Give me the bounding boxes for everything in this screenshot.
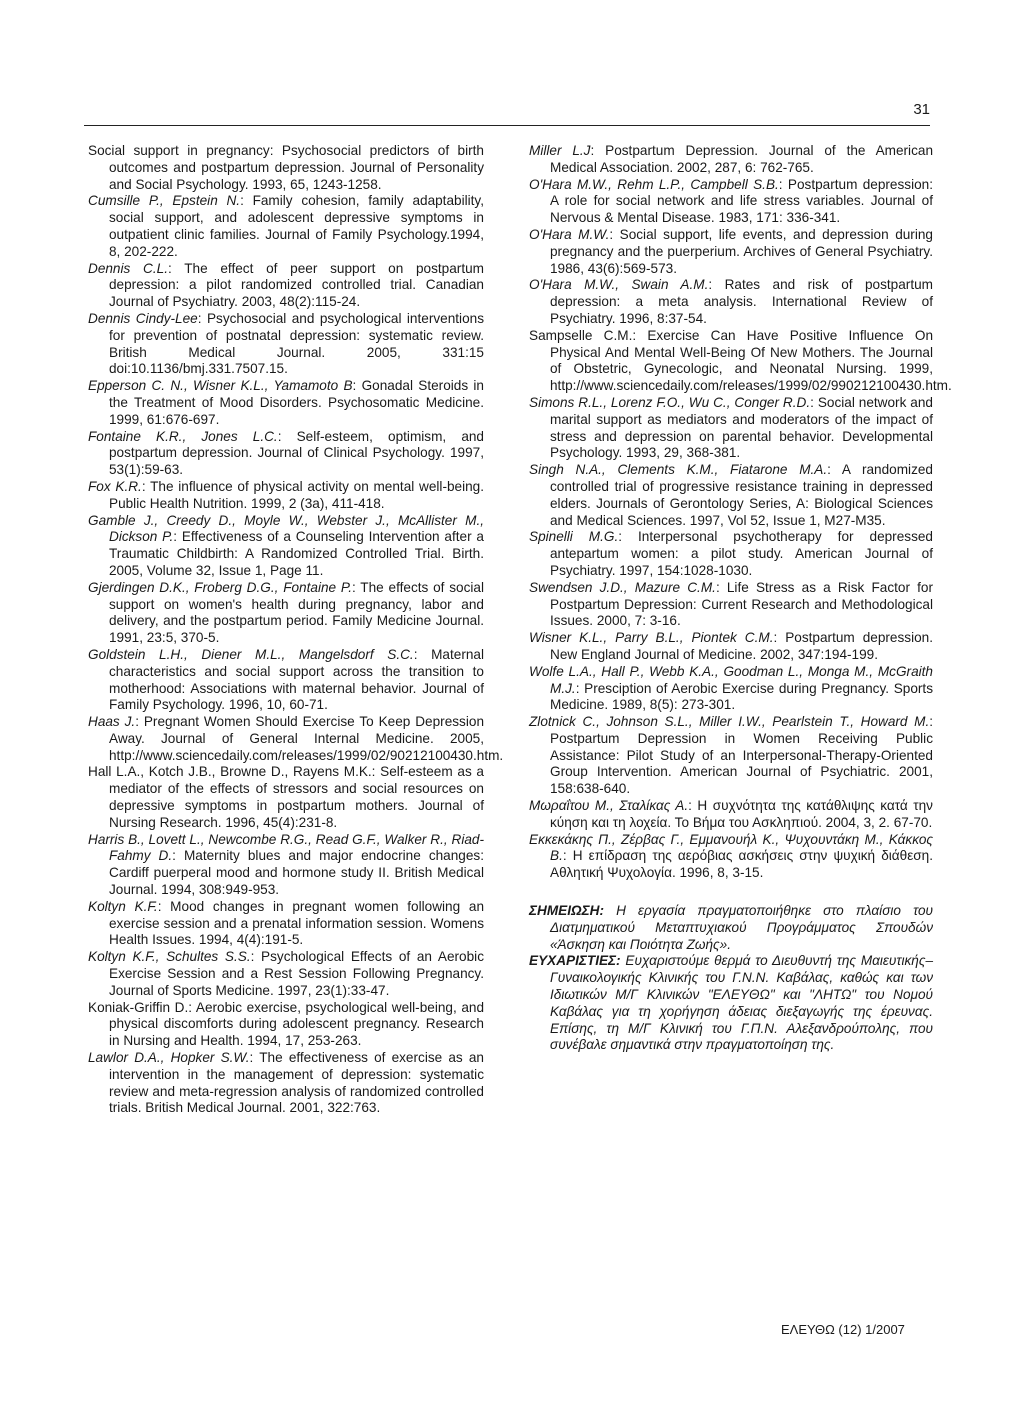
reference-authors: Cumsille P., Epstein N. [88,193,241,209]
reference-text: : A randomized controlled trial of progressive resistance training in depressed elders. Journals of Gerontology Series, A: Biological Sciences and Medical Sciences. 1997, Vol 52, Issue 1, M27-M35. [550,462,933,528]
reference-text: : The effect of peer support on postpartum depression: a pilot randomized controlled trial. Canadian Journal of Psychiatry. 2003, 48(2):115-24. [109,260,484,310]
reference-entry [88,193,484,260]
reference-entry [529,630,933,664]
reference-authors: Koltyn K.F., Schultes S.S. [88,949,251,965]
reference-authors: Harris B., Lovett L., Newcombe R.G., Read G.F., Walker R., Riad-Fahmy D. [88,831,484,864]
reference-authors: O'Hara M.W., Swain A.M. [529,277,709,293]
reference-entry [88,899,484,949]
reference-entry [88,647,484,714]
reference-text: : Postpartum depression. New England Journal of Medicine. 2002, 347:194-199. [550,630,933,662]
reference-text: : Family cohesion, family adaptability, social support, and adolescent depressive symptoms in outpatient clinic families. Journal of Family Psychology.1994, 8, 202-222. [109,193,484,259]
reference-entry [529,327,952,395]
reference-entry [529,227,933,277]
reference-entry [88,261,484,311]
reference-authors: Fontaine K.R., Jones L.C. [88,428,278,444]
reference-text: : Presciption of Aerobic Exercise during Pregnancy. Sports Medicine. 1989, 8(5): 273-301. [550,680,933,713]
reference-authors: Dennis Cindy-Lee [88,310,198,326]
reference-authors: Spinelli M.G. [529,529,619,545]
note-paragraph [529,903,933,953]
reference-authors: Epperson C. N., Wisner K.L., Yamamoto B [88,378,353,394]
reference-text: Sampselle C.M.: Exercise Can Have Positive Influence On Physical And Mental Well-Being Of New Mothers. The Journal of Obstetric, Gynecologic, and Neonatal Nursing. 1999, http://www.sciencedaily.com/releases/1999/02/990212100430.htm. [529,327,952,394]
reference-entry [88,714,504,764]
reference-entry [529,580,933,630]
reference-text: : Η συχνότητα της κατάθλιψης κατά την κύηση και τη λοχεία. Το Βήμα του Ασκληπιού. 2004, 3, 2. 67-70. [550,798,933,830]
reference-authors: Gamble J., Creedy D., Moyle W., Webster J., McAllister M., Dickson P. [88,512,484,545]
reference-text: : Maternal characteristics and social support across the transition to motherhood: Associations with maternal behavior. Journal of Family Psychology. 1996, 10, 60-71. [109,646,484,713]
reference-authors: Simons R.L., Lorenz F.O., Wu C., Conger R.D. [529,394,811,410]
reference-entry [88,1000,484,1050]
note-label: ΕΥΧΑΡΙΣΤΙΕΣ: [529,953,621,969]
reference-text: : Effectiveness of a Counseling Intervention after a Traumatic Childbirth: A Randomized Controlled Trial. Birth. 2005, Volume 32, Issue 1, Page 11. [109,529,484,578]
reference-text: Hall L.A., Kotch J.B., Browne D., Rayens M.K.: Self-esteem as a mediator of the effects of stressors and social resources on depressive symptoms in postpartum mothers. Journal of Nursing Research. 1996, 45(4):231-8. [88,764,484,830]
reference-authors: Miller L.J [529,143,591,158]
header-rule [84,125,930,126]
reference-entry [529,277,933,327]
reference-entry [88,513,484,580]
reference-text: : Pregnant Women Should Exercise To Keep Depression Away. Journal of General Internal Medicine. 2005, http://www.sciencedaily.com/releases/1999/02/90212100430.htm. [109,714,504,763]
reference-text: : Self-esteem, optimism, and postpartum depression. Journal of Clinical Psychology. 1997, 53(1):59-63. [109,428,484,478]
reference-entry [529,395,933,462]
journal-footer: ΕΛΕΥΘΩ (12) 1/2007 [781,1322,905,1337]
reference-text: : Postpartum depression: A role for social network and life stress variables. Journal of Nervous & Mental Disease. 1983, 171: 336-341. [550,176,933,226]
reference-authors: O'Hara M.W. [529,226,610,242]
reference-entry [529,177,933,227]
reference-authors: Zlotnick C., Johnson S.L., Miller I.W., Pearlstein T., Howard M. [529,714,930,730]
reference-authors: Gjerdingen D.K., Froberg D.G., Fontaine P. [88,579,352,595]
reference-text: : Life Stress as a Risk Factor for Postpartum Depression: Current Research and Methodological Issues. 2000, 7: 3-16. [550,579,933,629]
reference-text: : Psychological Effects of an Aerobic Exercise Session and a Rest Session Following Pregnancy. Journal of Sports Medicine. 1997, 23(1):33-47. [109,949,484,998]
reference-entry [529,143,933,177]
note-label: ΣΗΜΕΙΩΣΗ: [529,903,604,919]
reference-authors: Fox K.R. [88,478,142,494]
reference-text: : The effects of social support on women's health during pregnancy, labor and delivery, and the postpartum period. Family Medicine Journal. 1991, 23:5, 370-5. [109,579,484,646]
references-right-list [529,143,952,882]
reference-entry [88,832,484,899]
page-number: 31 [913,101,930,118]
reference-authors: Goldstein L.H., Diener M.L., Mangelsdorf S.C. [88,646,414,662]
reference-entry [529,714,933,798]
reference-text: : Social network and marital support as mediators and moderators of the impact of stress and depression on parental behavior. Developmental Psychology. 1993, 29, 368-381. [550,394,933,461]
reference-authors: Wisner K.L., Parry B.L., Piontek C.M. [529,630,774,646]
reference-entry [88,764,484,831]
note-paragraph [529,953,933,1054]
reference-text: : The influence of physical activity on mental well-being. Public Health Nutrition. 1999, 2 (3a), 411-418. [109,478,485,511]
reference-authors: Lawlor D.A., Hopker S.W. [88,1050,250,1066]
notes-section [529,903,933,1054]
reference-entry [88,143,484,193]
reference-text: : Gonadal Steroids in the Treatment of Mood Disorders. Psychosomatic Medicine. 1999, 61:676-697. [109,378,484,427]
reference-entry [88,1050,484,1117]
reference-entry [529,529,933,579]
reference-authors: O'Hara M.W., Rehm L.P., Campbell S.B. [529,176,779,192]
reference-authors: Koltyn K.F. [88,898,158,914]
reference-entry [529,462,933,529]
reference-text: : Maternity blues and major endocrine changes: Cardiff puerperal mood and hormone study II. British Medical Journal. 1994, 308:949-953. [109,848,484,898]
reference-authors: Εκκεκάκης Π., Ζέρβας Γ., Εμμανουήλ Κ., Ψυχουντάκη Μ., Κάκκος Β. [529,831,933,864]
reference-text: : Psychosocial and psychological interventions for prevention of postnatal depression: systematic review. British Medical Journal. 2005, 331:15 doi:10.1136/bmj.331.7507.15. [109,310,484,377]
reference-text: Koniak-Griffin D.: Aerobic exercise, psychological well-being, and physical discomforts during adolescent pregnancy. Research in Nursing and Health. 1994, 17, 253-263. [88,999,484,1049]
references-right-column [529,143,952,1054]
reference-entry [529,664,933,714]
reference-entry [88,580,484,647]
note-text: Η εργασία πραγματοποιήθηκε στο πλαίσιο του Διατμηματικού Μεταπτυχιακού Προγράμματος Σπουδών «Άσκηση και Ποιότητα Ζωής». [550,903,933,952]
reference-text: Social support in pregnancy: Psychosocial predictors of birth outcomes and postpartum depression. Journal of Personality and Social Psychology. 1993, 65, 1243-1258. [88,143,484,192]
reference-text: : Postpartum Depression. Journal of the American Medical Association. 2002, 287, 6: 762-765. [550,143,933,175]
references-left-column [88,143,504,1117]
reference-entry [88,311,484,378]
reference-text: : Mood changes in pregnant women following an exercise session and a prenatal information session. Womens Health Issues. 1994, 4(4):191-5. [109,898,484,948]
reference-text: : Postpartum Depression in Women Receiving Public Assistance: Pilot Study of an Interpersonal-Therapy-Oriented Group Intervention. American Journal of Psychiatric. 2001, 158:638-640. [550,714,933,797]
reference-entry [529,832,933,882]
reference-entry [529,798,933,832]
reference-text: : Interpersonal psychotherapy for depressed antepartum women: a pilot study. American Journal of Psychiatry. 1997, 154:1028-1030. [550,529,933,578]
reference-authors: Singh N.A., Clements K.M., Fiatarone M.A. [529,462,828,478]
reference-entry [88,949,484,999]
reference-authors: Μωραΐτου Μ., Σταλίκας Α. [529,798,689,814]
reference-text: : Rates and risk of postpartum depression: a meta analysis. International Review of Psychiatry. 1996, 8:37-54. [550,277,933,326]
reference-entry [88,378,484,428]
reference-authors: Wolfe L.A., Hall P., Webb K.A., Goodman L., Monga M., McGraith M.J. [529,663,933,696]
reference-text: : Η επίδραση της αερόβιας ασκήσεις στην ψυχική διάθεση. Αθλητική Ψυχολογία. 1996, 8, 3-15. [550,848,933,881]
reference-entry [88,429,484,479]
reference-text: : The effectiveness of exercise as an intervention in the management of depression: systematic review and meta-regression analysis of randomized controlled trials. British Medical Journal. 2001, 322:763. [109,1050,484,1116]
note-text: Ευχαριστούμε θερμά το Διευθυντή της Μαιευτικής–Γυναικολογικής Κλινικής του Γ.Ν.Ν. Καβάλας, καθώς και των Ιδιωτικών Μ/Γ Κλινικών "ΕΛΕΥΘΩ" και "ΛΗΤΩ" του Νομού Καβάλας για τη χορήγηση άδειας διεξαγωγής της έρευνας. Επίσης, τη Μ/Γ Κλινική του Γ.Π.Ν. Αλεξανδρούπολης, που συνέβαλε σημαντικά στην πραγματοποίηση της. [550,953,933,1053]
reference-text: : Social support, life events, and depression during pregnancy and the puerperium. Archives of General Psychiatry. 1986, 43(6):569-573. [550,226,933,276]
reference-entry [88,479,484,513]
reference-authors: Dennis C.L. [88,260,168,276]
reference-authors: Swendsen J.D., Mazure C.M. [529,579,716,595]
reference-authors: Haas J. [88,714,136,730]
